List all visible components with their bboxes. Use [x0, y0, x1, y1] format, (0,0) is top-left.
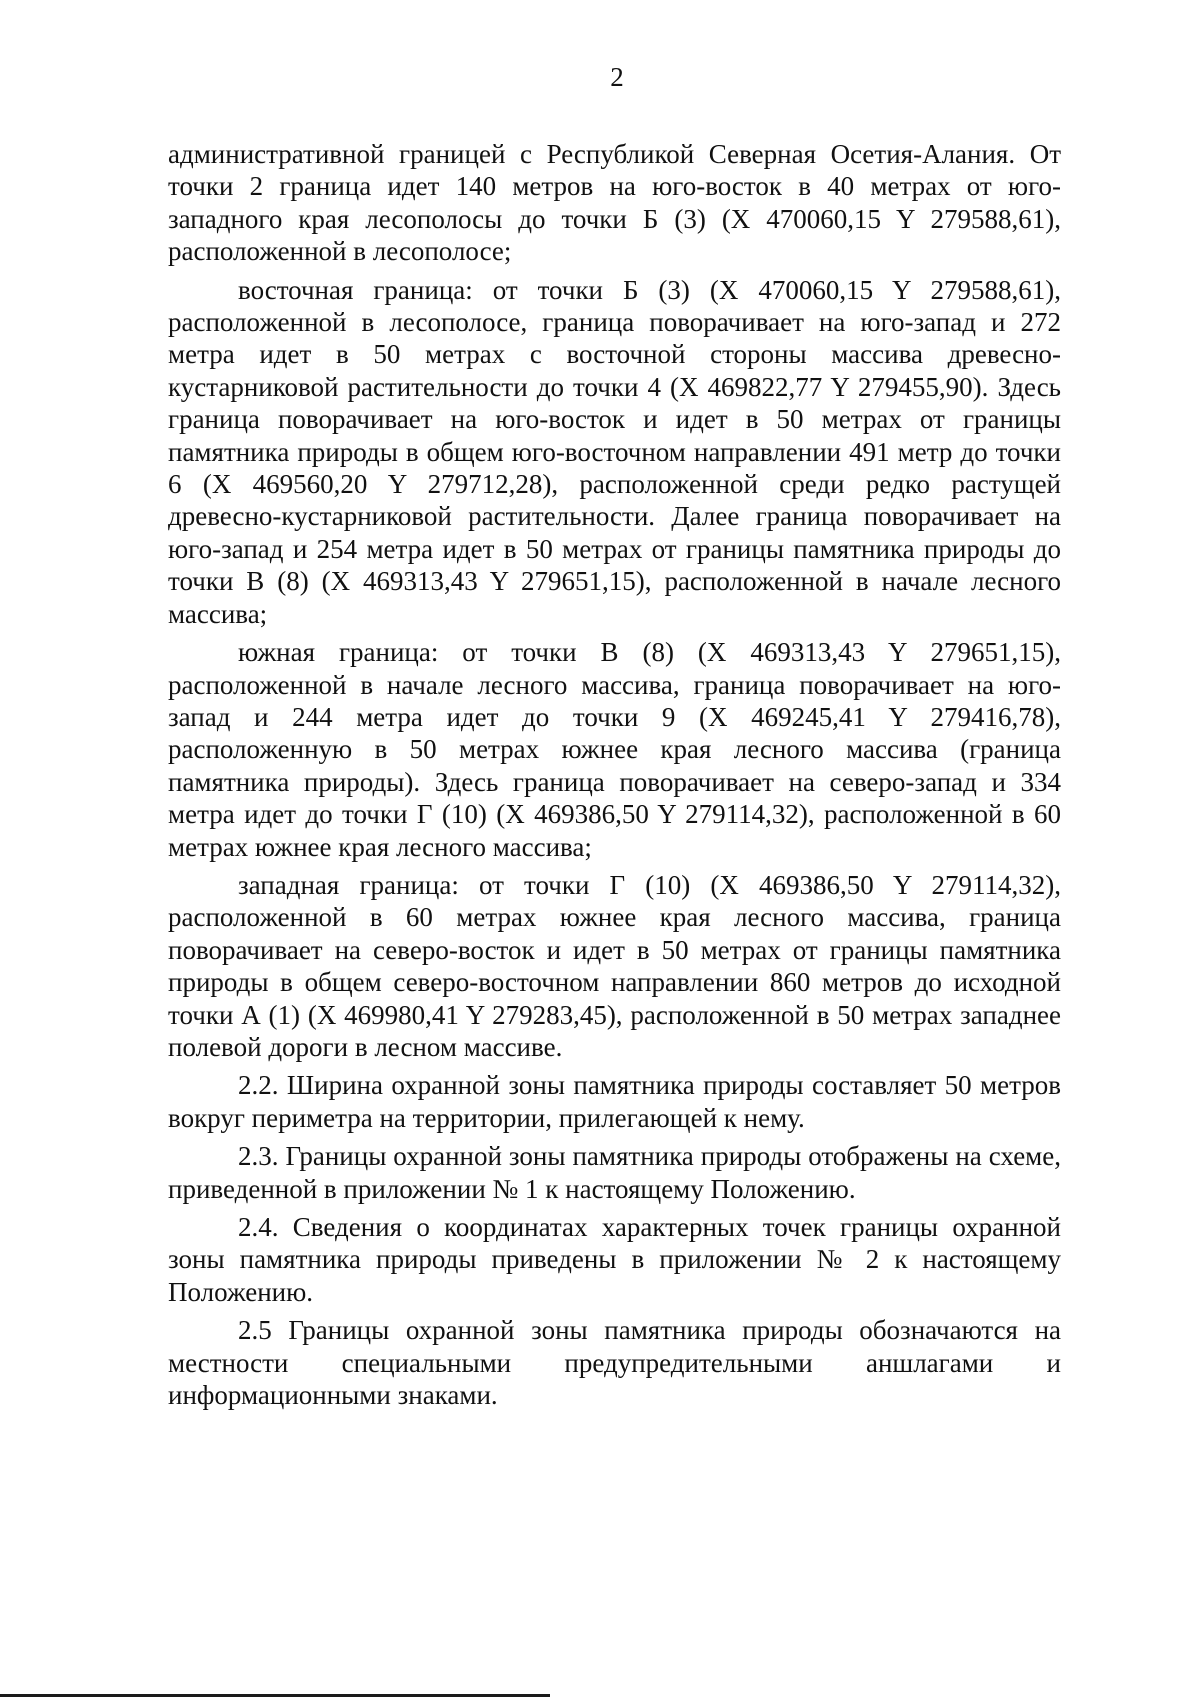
paragraph-southern-boundary: южная граница: от точки В (8) (X 469313,43 Y 279651,15), расположенной в начале лесного массива, граница поворачивает на юго-запад и 244 метра идет до точки 9 (X 469245,41 Y 279416,78), расположенную в 50 метрах южнее края лесного массива (граница памятника природы). Здесь граница поворачивает на северо-запад и 334 метра идет до точки Г (10) (X 469386,50 Y 279114,32), расположенной в 60 метрах южнее края лесного массива; [168, 637, 1061, 862]
paragraph-northern-boundary-end: административной границей с Республикой Северная Осетия-Алания. От точки 2 граница идет 140 метров на юго-восток в 40 метрах от юго-западного края лесополосы до точки Б (3) (X 470060,15 Y 279588,61), расположенной в лесополосе; [168, 139, 1061, 267]
paragraph-2-4-coordinates: 2.4. Сведения о координатах характерных точек границы охранной зоны памятника природы приведены в приложении № 2 к настоящему Положению. [168, 1212, 1061, 1307]
paragraph-2-5-markings: 2.5 Границы охранной зоны памятника природы обозначаются на местности специальными предупредительными аншлагами и информационными знаками. [168, 1315, 1061, 1411]
paragraph-western-boundary: западная граница: от точки Г (10) (X 469386,50 Y 279114,32), расположенной в 60 метрах южнее края лесного массива, граница поворачивает на северо-восток и идет в 50 метрах от границы памятника природы в общем северо-восточном направлении 860 метров до исходной точки А (1) (X 469980,41 Y 279283,45), расположенной в 50 метрах западнее полевой дороги в лесном массиве. [168, 869, 1061, 1062]
paragraph-eastern-boundary: восточная граница: от точки Б (3) (X 470060,15 Y 279588,61), расположенной в лесополосе, граница поворачивает на юго-запад и 272 метра идет в 50 метрах с восточной стороны массива древесно-кустарниковой растительности до точки 4 (X 469822,77 Y 279455,90). Здесь граница поворачивает на юго-восток и идет в 50 метрах от границы памятника природы в общем юго-восточном направлении 491 метр до точки 6 (X 469560,20 Y 279712,28), расположенной среди редко растущей древесно-кустарниковой растительности. Далее граница поворачивает на юго-запад и 254 метра идет в 50 метрах от границы памятника природы до точки В (8) (X 469313,43 Y 279651,15), расположенной в начале лесного массива; [168, 274, 1061, 629]
document-body [168, 138, 1061, 1411]
paragraph-2-3-zone-scheme: 2.3. Границы охранной зоны памятника природы отображены на схеме, приведенной в приложении № 1 к настоящему Положению. [168, 1141, 1061, 1204]
paragraph-2-2-zone-width: 2.2. Ширина охранной зоны памятника природы составляет 50 метров вокруг периметра на территории, прилегающей к нему. [168, 1070, 1061, 1133]
page-number: 2 [610, 62, 624, 92]
